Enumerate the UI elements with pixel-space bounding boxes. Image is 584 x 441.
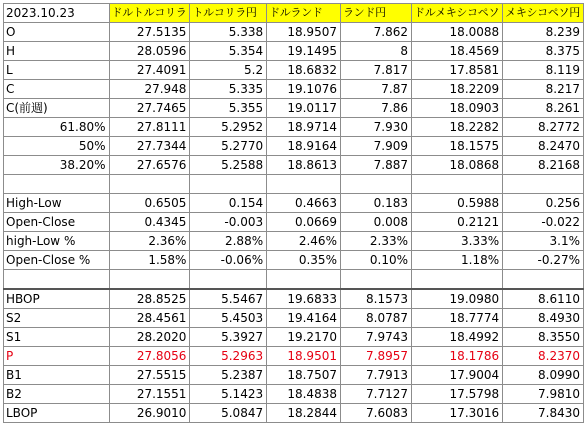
value-cell[interactable]: 18.9501 — [267, 347, 341, 366]
empty-cell[interactable] — [109, 270, 190, 290]
value-cell[interactable]: 18.4569 — [412, 42, 503, 61]
value-cell[interactable]: 0.4345 — [109, 213, 190, 232]
value-cell[interactable]: 7.6083 — [340, 404, 411, 423]
header-cell[interactable]: ランド円 — [340, 4, 411, 23]
value-cell[interactable]: 8 — [340, 42, 411, 61]
value-cell[interactable]: 27.5135 — [109, 23, 190, 42]
header-cell[interactable]: メキシコペソ円 — [503, 4, 584, 23]
value-cell[interactable]: 8.239 — [503, 23, 584, 42]
empty-row — [4, 175, 584, 194]
value-cell[interactable]: 19.2170 — [267, 328, 341, 347]
row-label-cell[interactable]: P — [4, 347, 110, 366]
empty-cell[interactable] — [4, 270, 110, 290]
empty-cell[interactable] — [190, 270, 267, 290]
value-cell[interactable]: 27.948 — [109, 80, 190, 99]
row-label-cell[interactable]: B2 — [4, 385, 110, 404]
value-cell[interactable]: 18.9714 — [267, 118, 341, 137]
row-label-cell[interactable]: 61.80% — [4, 118, 110, 137]
value-cell[interactable]: 19.1076 — [267, 80, 341, 99]
forex-sheet — [3, 3, 584, 423]
value-cell[interactable]: 18.0088 — [412, 23, 503, 42]
value-cell[interactable]: 7.86 — [340, 99, 411, 118]
value-cell[interactable]: 2.33% — [340, 232, 411, 251]
value-cell[interactable]: 27.8056 — [109, 347, 190, 366]
row-label-cell[interactable]: Open-Close — [4, 213, 110, 232]
value-cell[interactable]: 7.9810 — [503, 385, 584, 404]
value-cell[interactable]: 18.2209 — [412, 80, 503, 99]
value-cell[interactable]: 19.4164 — [267, 309, 341, 328]
row-label-cell[interactable]: 50% — [4, 137, 110, 156]
header-cell[interactable]: ドルランド — [267, 4, 341, 23]
value-cell[interactable]: 18.6832 — [267, 61, 341, 80]
header-cell[interactable]: ドルメキシコペソ — [412, 4, 503, 23]
row-label-cell[interactable]: O — [4, 23, 110, 42]
row-label-cell[interactable]: S2 — [4, 309, 110, 328]
value-cell[interactable]: 7.887 — [340, 156, 411, 175]
value-cell[interactable]: 18.1786 — [412, 347, 503, 366]
value-cell[interactable]: 7.87 — [340, 80, 411, 99]
value-cell[interactable]: 17.8581 — [412, 61, 503, 80]
value-cell[interactable]: 17.5798 — [412, 385, 503, 404]
value-cell[interactable]: 5.354 — [190, 42, 267, 61]
table-row — [4, 213, 584, 232]
row-label-cell[interactable]: LBOP — [4, 404, 110, 423]
empty-cell[interactable] — [412, 175, 503, 194]
row-label-cell[interactable]: B1 — [4, 366, 110, 385]
value-cell[interactable]: 0.256 — [503, 194, 584, 213]
row-label-cell[interactable]: L — [4, 61, 110, 80]
value-cell[interactable]: 27.1551 — [109, 385, 190, 404]
row-label-cell[interactable]: HBOP — [4, 289, 110, 309]
value-cell[interactable]: 8.3550 — [503, 328, 584, 347]
empty-cell[interactable] — [4, 175, 110, 194]
table-row — [4, 156, 584, 175]
value-cell[interactable]: 1.18% — [412, 251, 503, 270]
table-row — [4, 80, 584, 99]
row-label-cell[interactable]: High-Low — [4, 194, 110, 213]
value-cell[interactable]: 8.2470 — [503, 137, 584, 156]
value-cell[interactable]: 8.2772 — [503, 118, 584, 137]
value-cell[interactable]: -0.003 — [190, 213, 267, 232]
table-row — [4, 23, 584, 42]
value-cell[interactable]: 28.8525 — [109, 289, 190, 309]
value-cell[interactable]: 2.88% — [190, 232, 267, 251]
value-cell[interactable]: 18.7507 — [267, 366, 341, 385]
table-row — [4, 118, 584, 137]
value-cell[interactable]: 5.2588 — [190, 156, 267, 175]
value-cell[interactable]: 8.2168 — [503, 156, 584, 175]
value-cell[interactable]: 5.2770 — [190, 137, 267, 156]
value-cell[interactable]: 7.8430 — [503, 404, 584, 423]
value-cell[interactable]: 26.9010 — [109, 404, 190, 423]
table-row — [4, 99, 584, 118]
value-cell[interactable]: -0.06% — [190, 251, 267, 270]
value-cell[interactable]: 3.1% — [503, 232, 584, 251]
value-cell[interactable]: 0.0669 — [267, 213, 341, 232]
value-cell[interactable]: 0.6505 — [109, 194, 190, 213]
value-cell[interactable]: 27.7344 — [109, 137, 190, 156]
table-row — [4, 366, 584, 385]
value-cell[interactable]: 27.7465 — [109, 99, 190, 118]
value-cell[interactable]: 17.3016 — [412, 404, 503, 423]
value-cell[interactable]: 27.8111 — [109, 118, 190, 137]
table-row — [4, 309, 584, 328]
value-cell[interactable]: 5.2952 — [190, 118, 267, 137]
row-label-cell[interactable]: high-Low % — [4, 232, 110, 251]
value-cell[interactable]: 0.154 — [190, 194, 267, 213]
value-cell[interactable]: 5.2 — [190, 61, 267, 80]
value-cell[interactable]: -0.27% — [503, 251, 584, 270]
value-cell[interactable]: 0.5988 — [412, 194, 503, 213]
empty-cell[interactable] — [190, 175, 267, 194]
value-cell[interactable]: 5.335 — [190, 80, 267, 99]
value-cell[interactable]: 2.46% — [267, 232, 341, 251]
table-row — [4, 194, 584, 213]
value-cell[interactable]: 19.1495 — [267, 42, 341, 61]
value-cell[interactable]: 7.817 — [340, 61, 411, 80]
table-row — [4, 61, 584, 80]
value-cell[interactable]: 0.2121 — [412, 213, 503, 232]
value-cell[interactable]: 19.6833 — [267, 289, 341, 309]
row-label-cell[interactable]: S1 — [4, 328, 110, 347]
value-cell[interactable]: 7.9743 — [340, 328, 411, 347]
value-cell[interactable]: 7.8957 — [340, 347, 411, 366]
value-cell[interactable]: 8.2370 — [503, 347, 584, 366]
value-cell[interactable]: 18.2282 — [412, 118, 503, 137]
row-label-cell[interactable]: Open-Close % — [4, 251, 110, 270]
value-cell[interactable]: 5.0847 — [190, 404, 267, 423]
table-row — [4, 385, 584, 404]
table-row — [4, 232, 584, 251]
empty-cell[interactable] — [340, 175, 411, 194]
value-cell[interactable]: 5.1423 — [190, 385, 267, 404]
value-cell[interactable]: 3.33% — [412, 232, 503, 251]
value-cell[interactable]: 18.0903 — [412, 99, 503, 118]
value-cell[interactable]: 5.2963 — [190, 347, 267, 366]
value-cell[interactable]: 5.355 — [190, 99, 267, 118]
table-row — [4, 42, 584, 61]
value-cell[interactable]: 27.6576 — [109, 156, 190, 175]
value-cell[interactable]: 8.1573 — [340, 289, 411, 309]
empty-row — [4, 270, 584, 290]
table-row — [4, 404, 584, 423]
header-row — [4, 4, 584, 23]
value-cell[interactable]: 5.3927 — [190, 328, 267, 347]
value-cell[interactable]: 7.7127 — [340, 385, 411, 404]
value-cell[interactable]: 0.4663 — [267, 194, 341, 213]
value-cell[interactable]: 5.2387 — [190, 366, 267, 385]
table-row — [4, 251, 584, 270]
value-cell[interactable]: 18.1575 — [412, 137, 503, 156]
value-cell[interactable]: 18.9164 — [267, 137, 341, 156]
value-cell[interactable]: 28.0596 — [109, 42, 190, 61]
header-cell[interactable]: トルコリラ円 — [190, 4, 267, 23]
value-cell[interactable]: 19.0980 — [412, 289, 503, 309]
value-cell[interactable]: 8.6110 — [503, 289, 584, 309]
value-cell[interactable]: 18.8613 — [267, 156, 341, 175]
row-label-cell[interactable]: H — [4, 42, 110, 61]
value-cell[interactable]: 8.119 — [503, 61, 584, 80]
value-cell[interactable]: 5.4503 — [190, 309, 267, 328]
value-cell[interactable]: 28.2020 — [109, 328, 190, 347]
empty-cell[interactable] — [267, 270, 341, 290]
value-cell[interactable]: 0.183 — [340, 194, 411, 213]
row-label-cell[interactable]: C(前週) — [4, 99, 110, 118]
value-cell[interactable]: 18.0868 — [412, 156, 503, 175]
date-cell[interactable]: 2023.10.23 — [4, 4, 110, 23]
value-cell[interactable]: 1.58% — [109, 251, 190, 270]
empty-cell[interactable] — [503, 175, 584, 194]
row-label-cell[interactable]: C — [4, 80, 110, 99]
value-cell[interactable]: 7.862 — [340, 23, 411, 42]
empty-cell[interactable] — [340, 270, 411, 290]
value-cell[interactable]: 27.4091 — [109, 61, 190, 80]
empty-cell[interactable] — [109, 175, 190, 194]
value-cell[interactable]: 17.9004 — [412, 366, 503, 385]
empty-cell[interactable] — [503, 270, 584, 290]
value-cell[interactable]: 8.261 — [503, 99, 584, 118]
value-cell[interactable]: 18.9507 — [267, 23, 341, 42]
value-cell[interactable]: 7.930 — [340, 118, 411, 137]
value-cell[interactable]: 18.7774 — [412, 309, 503, 328]
value-cell[interactable]: 0.008 — [340, 213, 411, 232]
table-row — [4, 137, 584, 156]
value-cell[interactable]: 0.10% — [340, 251, 411, 270]
value-cell[interactable]: 5.338 — [190, 23, 267, 42]
value-cell[interactable]: 5.5467 — [190, 289, 267, 309]
value-cell[interactable]: 8.4930 — [503, 309, 584, 328]
empty-cell[interactable] — [267, 175, 341, 194]
value-cell[interactable]: 8.375 — [503, 42, 584, 61]
value-cell[interactable]: 18.4992 — [412, 328, 503, 347]
value-cell[interactable]: 18.4838 — [267, 385, 341, 404]
value-cell[interactable]: 7.7913 — [340, 366, 411, 385]
table-row — [4, 328, 584, 347]
table-row — [4, 289, 584, 309]
value-cell[interactable]: 27.5515 — [109, 366, 190, 385]
value-cell[interactable]: 7.909 — [340, 137, 411, 156]
empty-cell[interactable] — [412, 270, 503, 290]
value-cell[interactable]: 19.0117 — [267, 99, 341, 118]
value-cell[interactable]: 0.35% — [267, 251, 341, 270]
value-cell[interactable]: 28.4561 — [109, 309, 190, 328]
value-cell[interactable]: 2.36% — [109, 232, 190, 251]
row-label-cell[interactable]: 38.20% — [4, 156, 110, 175]
table-row — [4, 347, 584, 366]
value-cell[interactable]: -0.022 — [503, 213, 584, 232]
value-cell[interactable]: 18.2844 — [267, 404, 341, 423]
value-cell[interactable]: 8.217 — [503, 80, 584, 99]
value-cell[interactable]: 8.0990 — [503, 366, 584, 385]
header-cell[interactable]: ドルトルコリラ — [109, 4, 190, 23]
value-cell[interactable]: 8.0787 — [340, 309, 411, 328]
